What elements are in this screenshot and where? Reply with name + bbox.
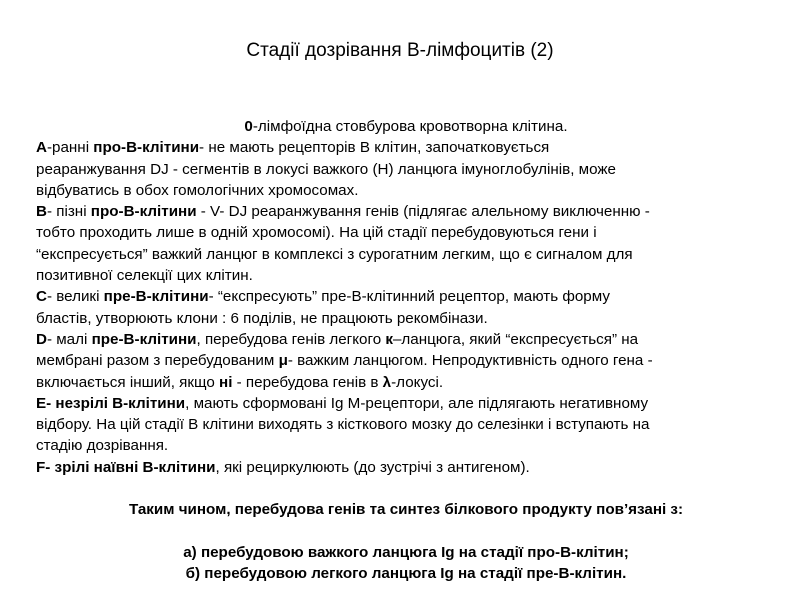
stage-a-letter: А [36, 139, 47, 157]
stage-b-letter: В [36, 203, 47, 221]
stage-f-text: , які рециркулюють (до зустрічі з антигеном). [215, 458, 530, 476]
conclusion-item-b-text: б) перебудовою легкого ланцюга Ig на стадії пре-В-клітин. [185, 565, 627, 583]
conclusion-heading-text: Таким чином, перебудова генів та синтез білкового продукту пов’язані з: [128, 501, 684, 519]
stage-d-bold: пре-В-клітини [91, 330, 197, 348]
stage-c-text: - великі [46, 288, 104, 306]
stage-a-text: -ранні [46, 139, 94, 157]
stage-b-bold: про-В-клітини [90, 203, 197, 221]
stage-d-mu: μ [278, 352, 288, 370]
stage-d-line2-text: мембрані разом з перебудованим [36, 352, 279, 370]
spacer [36, 478, 776, 499]
stage-c-text-2: - “експресують” пре-В-клітинний рецептор, мають форму [208, 288, 610, 306]
stage-e-line-1 [36, 393, 776, 414]
stage-a-bold: про-В-клітини [93, 139, 200, 157]
stage-d-kappa: к [385, 330, 393, 348]
stage-b-line-2: тобто проходить лише в одній хромосомі). На цій стадії перебудовуються гени і [36, 224, 597, 242]
stage-b-line-3: “експресується” важкий ланцюг в комплексі з сурогатним легким, що є сигналом для [36, 245, 633, 263]
slide-title: Стадії дозрівання В-лімфоцитів (2) [246, 40, 554, 61]
stage-d-lambda: λ [382, 373, 392, 391]
conclusion-item-a-text: а) перебудовою важкого ланцюга Ig на стадії про-В-клітин; [183, 543, 629, 561]
stage-0-line [36, 116, 776, 137]
stage-d-text: - малі [46, 330, 92, 348]
stage-0-letter: 0 [244, 118, 253, 135]
stage-d-line-1 [36, 329, 776, 350]
stage-c-letter: С [36, 288, 47, 306]
stage-b-text: - пізні [46, 203, 91, 221]
stage-d-text-3: –ланцюга, який “експресується” на [392, 330, 639, 348]
stage-c-line-1 [36, 286, 776, 307]
stage-a-text-2: - не мають рецепторів В клітин, започатковується [199, 139, 550, 157]
stage-d-line-2 [36, 350, 776, 371]
stage-e-bold: Е- незрілі В-клітини [36, 394, 186, 412]
stage-b-line-4: позитивної селекції цих клітин. [36, 267, 253, 285]
stage-d-line2-text-2: - важким ланцюгом. Непродуктивність одного гена - [287, 352, 653, 370]
conclusion-heading [36, 499, 776, 520]
stage-d-letter: D [36, 330, 47, 348]
conclusion-item-b [36, 563, 776, 584]
conclusion-item-a [36, 542, 776, 563]
stage-d-line3-text: включається інший, якщо [36, 373, 220, 391]
stage-f-line-1 [36, 457, 776, 478]
spacer-2 [36, 521, 776, 542]
stage-a-line-1 [36, 137, 776, 158]
stage-c-bold: пре-В-клітини [103, 288, 209, 306]
stage-d-line3-text-3: -локусі. [391, 373, 444, 391]
stage-d-ni: ні [219, 373, 233, 391]
stage-b-line-1 [36, 201, 776, 222]
stage-d-line3-text-2: - перебудова генів в [232, 373, 383, 391]
slide-body [36, 116, 776, 585]
stage-b-text-2: - V- DJ реаранжування генів (підлягає алельному виключенню - [196, 203, 650, 221]
stage-d-line-3 [36, 372, 776, 393]
stage-e-text: , мають сформовані Ig M-рецептори, але підлягають негативному [185, 394, 649, 412]
stage-f-bold: F- зрілі наївні В-клітини [36, 458, 216, 476]
stage-d-text-2: , перебудова генів легкого [196, 330, 386, 348]
stage-a-line-2: реаранжування DJ - сегментів в локусі важкого (Н) ланцюга імуноглобулінів, може [36, 160, 616, 178]
stage-c-line-2: бластів, утворюють клони : 6 поділів, не працюють рекомбінази. [36, 309, 488, 327]
stage-e-line-2: відбору. На цій стадії В клітини виходять з кісткового мозку до селезінки і вступають на [36, 416, 650, 434]
stage-0-text: -лімфоїдна стовбурова кровотворна клітина. [252, 118, 568, 135]
stage-a-line-3: відбуватись в обох гомологічних хромосомах. [36, 181, 359, 199]
stage-e-line-3: стадію дозрівання. [36, 437, 169, 455]
